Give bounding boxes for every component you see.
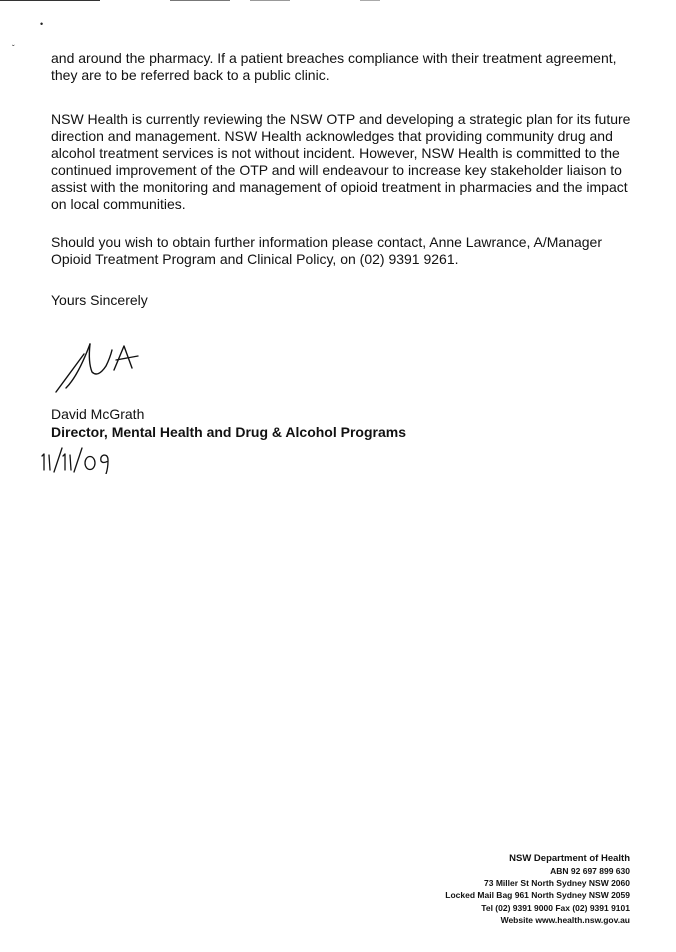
footer-street-address: 73 Miller St North Sydney NSW 2060 [484,878,630,889]
footer-abn: ABN 92 697 899 630 [550,866,630,876]
body-paragraph-3: Should you wish to obtain further information please contact, Anne Lawrance, A/Manager Opioid Treatment Program and Clinical Policy, on (02) 9391 9261. [51,234,603,267]
scan-speck: • [40,19,44,29]
footer-organisation: NSW Department of Health [509,853,630,864]
handwritten-date [38,446,118,474]
scan-speck: ˇ [12,44,15,53]
scan-edge-line [0,0,100,1]
body-paragraph-1: and around the pharmacy. If a patient breaches compliance with their treatment agreement, they are to be referred back to a public clinic. [51,50,617,83]
closing-salutation: Yours Sincerely [51,292,148,308]
scan-edge-line [360,0,380,1]
body-paragraph-2: NSW Health is currently reviewing the NSW OTP and developing a strategic plan for its future direction and management. NSW Health acknowledges that providing community drug and alcohol treatment services is not without incident. However, NSW Health is committed to the continued improvement of the OTP and will endeavour to increase key stakeholder liaison to assist with the monitoring and management of opioid treatment in pharmacies and the impact on local communities. [51,111,631,212]
scan-edge-line [250,0,290,1]
scan-edge-line [170,0,230,1]
footer-website: Website www.health.nsw.gov.au [500,914,630,925]
signer-name: David McGrath [51,406,145,422]
signer-title: Director, Mental Health and Drug & Alcohol Programs [51,424,406,440]
footer-mail-address: Locked Mail Bag 961 North Sydney NSW 2059 [445,890,630,901]
handwritten-signature [54,336,144,396]
footer-phone-fax: Tel (02) 9391 9000 Fax (02) 9391 9101 [481,902,630,913]
letterhead-footer [445,852,630,926]
